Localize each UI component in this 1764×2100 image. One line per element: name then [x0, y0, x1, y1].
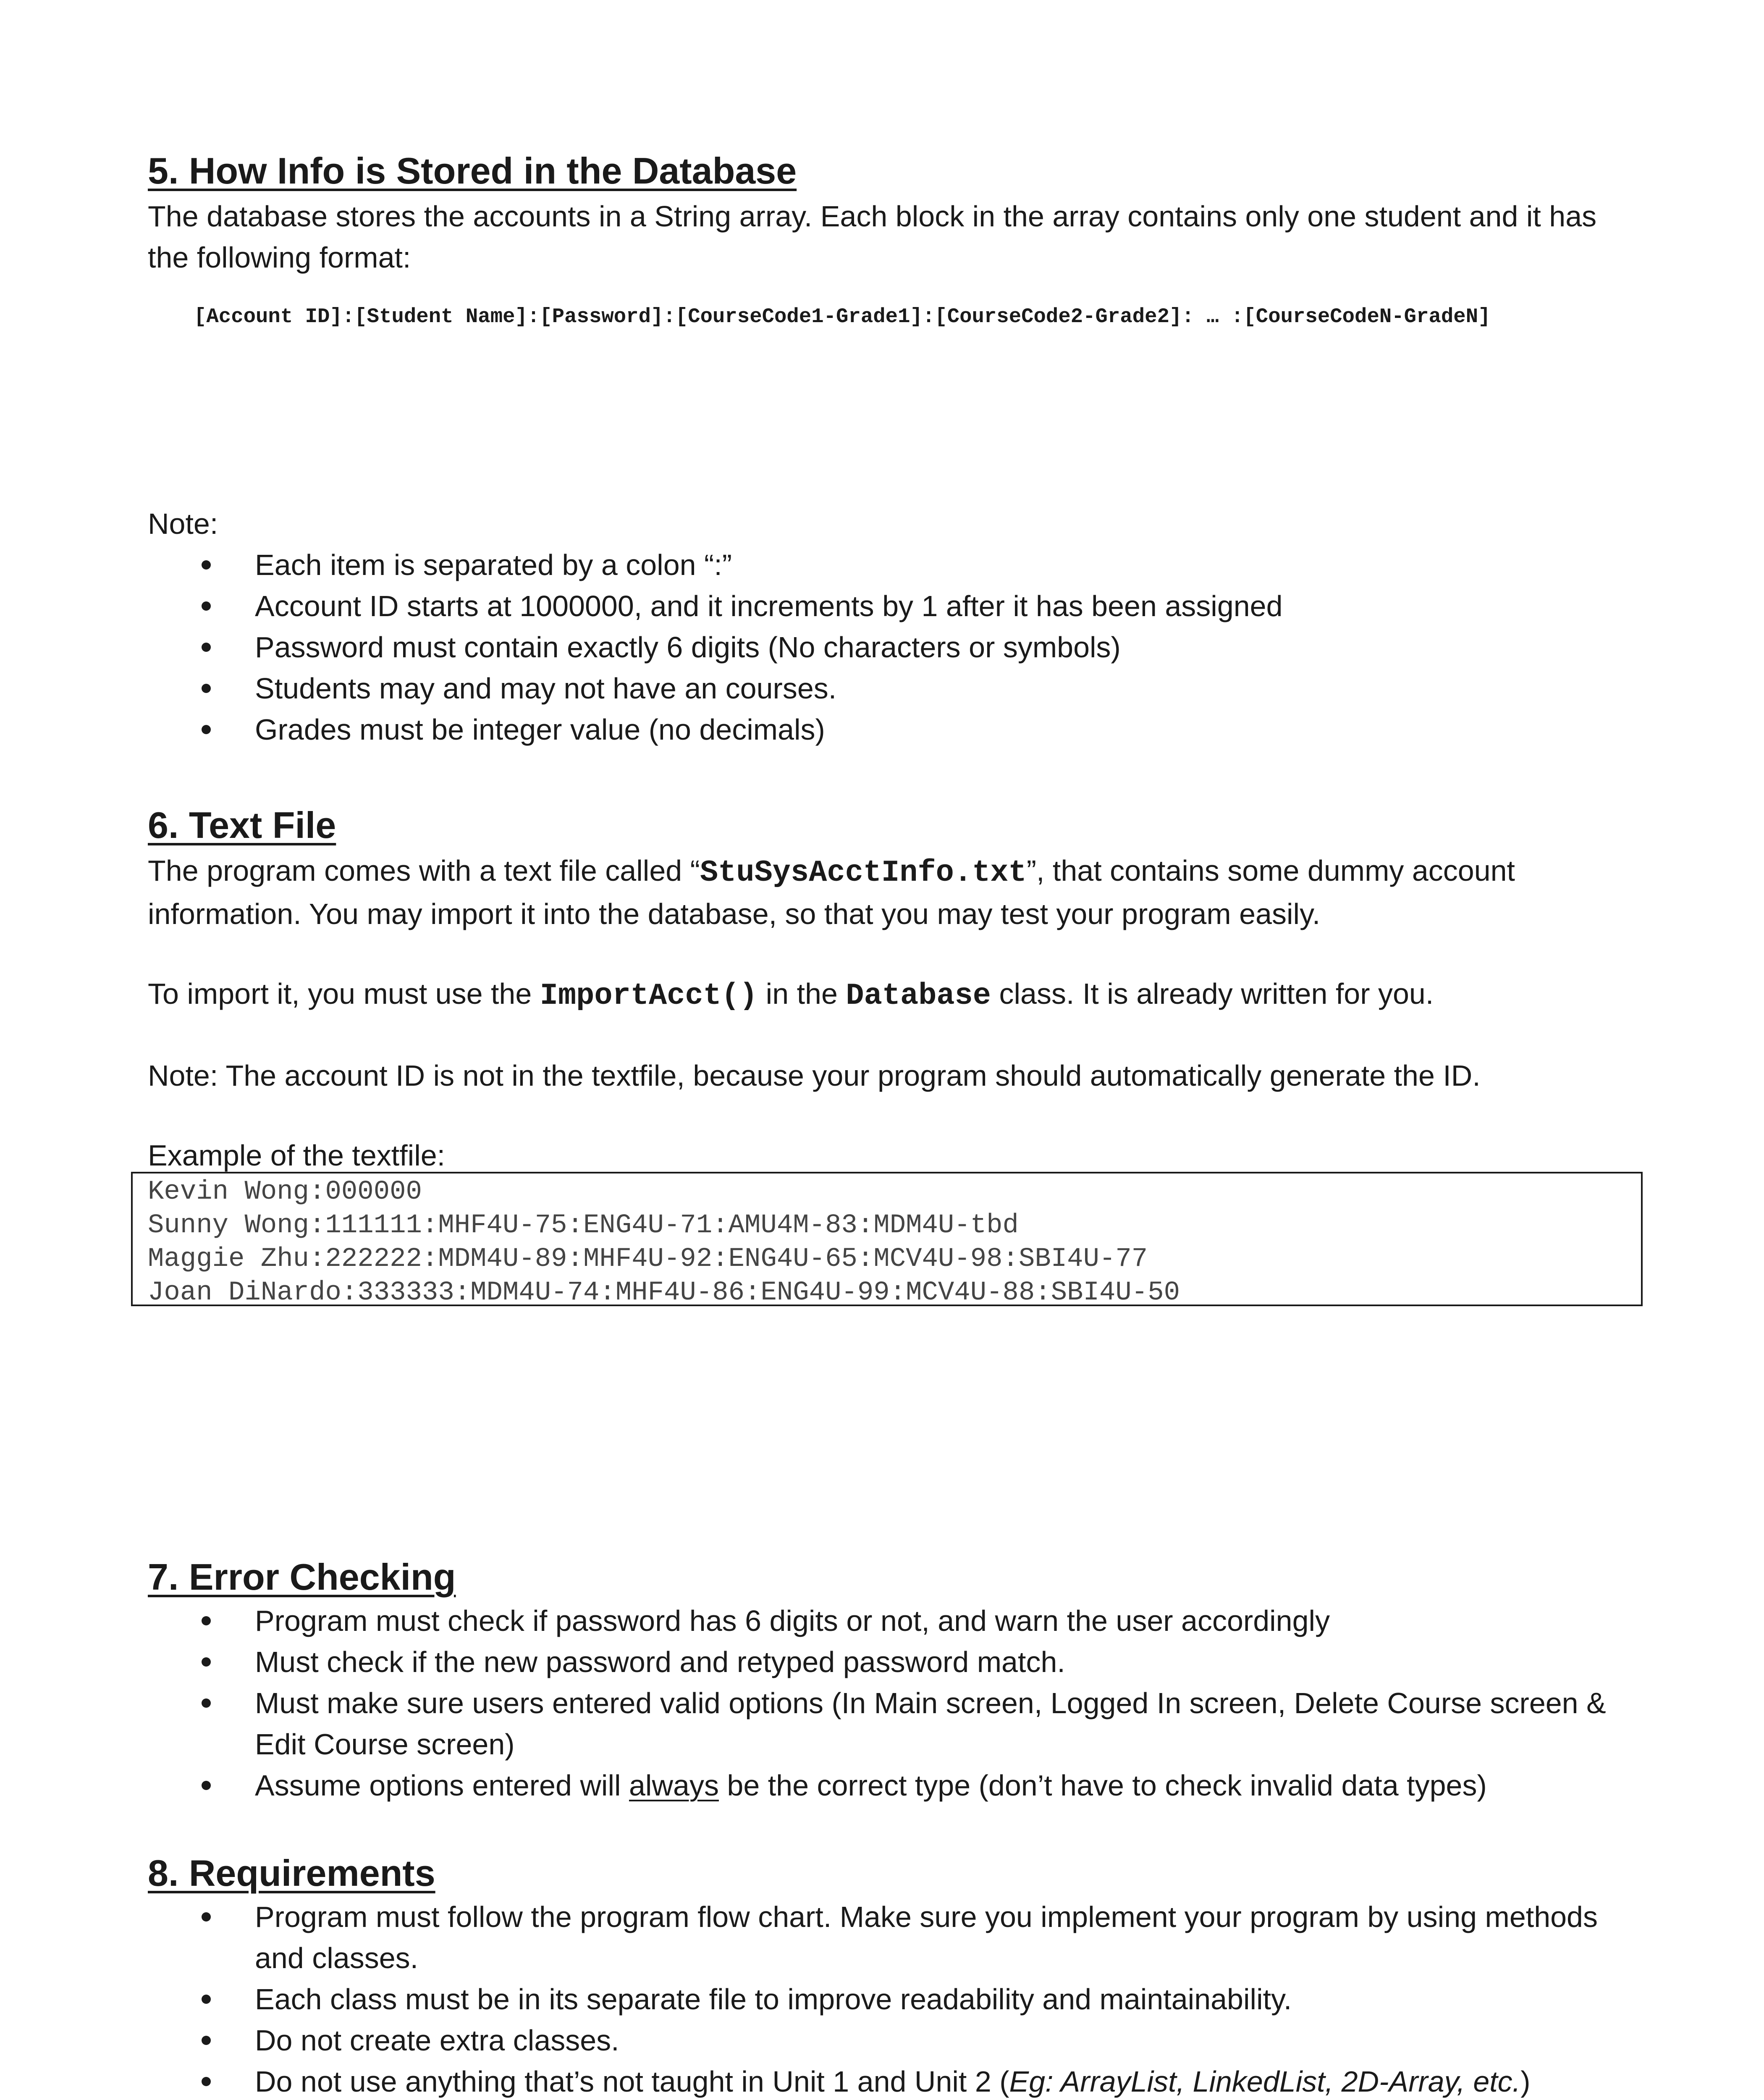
list-item: Program must follow the program flow chart. Make sure you implement your program by using methods and classes. — [148, 1896, 1630, 1979]
method-code: ImportAcct() — [540, 979, 758, 1013]
list-item: Do not use anything that’s not taught in Unit 1 and Unit 2 (Eg: ArrayList, LinkedList, 2D-Array, etc.) — [148, 2061, 1630, 2100]
list-item: Must make sure users entered valid options (In Main screen, Logged In screen, Delete Course screen & Edit Course screen) — [148, 1683, 1630, 1765]
section-database-storage — [148, 148, 1630, 329]
list-item: Assume options entered will always be the correct type (don’t have to check invalid data types) — [148, 1765, 1630, 1806]
error-checking-list — [148, 1600, 1630, 1806]
section-text-file — [148, 802, 1630, 1176]
intro-paragraph: The database stores the accounts in a String array. Each block in the array contains only one student and it has the following format: — [148, 200, 1597, 274]
section-heading: 7. Error Checking — [148, 1556, 456, 1598]
example-textfile-box — [131, 1172, 1643, 1306]
section-heading: 6. Text File — [148, 804, 336, 846]
text-file-paragraph: The program comes with a text file called “StuSysAcctInfo.txt”, that contains some dummy account information. You may import it into the database, so that you may test your program easily. — [148, 854, 1515, 930]
code-line: Joan DiNardo:333333:MDM4U-74:MHF4U-86:ENG4U-99:MCV4U-88:SBI4U-50 — [148, 1278, 1180, 1308]
record-format-line: [Account ID]:[Student Name]:[Password]:[CourseCode1-Grade1]:[CourseCode2-Grade2]: … :[CourseCodeN-GradeN] — [194, 305, 1491, 328]
note-label: Note: — [148, 507, 218, 540]
class-code: Database — [846, 979, 991, 1013]
list-item: Grades must be integer value (no decimals) — [148, 709, 1630, 750]
emphasis-underline: always — [629, 1769, 719, 1802]
examples-italic: Eg: ArrayList, LinkedList, 2D-Array, etc. — [1009, 2065, 1521, 2098]
filename-code: StuSysAcctInfo.txt — [700, 856, 1027, 890]
section-heading: 5. How Info is Stored in the Database — [148, 150, 797, 192]
requirements-list — [148, 1896, 1630, 2100]
code-line: Maggie Zhu:222222:MDM4U-89:MHF4U-92:ENG4U-65:MCV4U-98:SBI4U-77 — [148, 1244, 1148, 1274]
list-item: Password must contain exactly 6 digits (No characters or symbols) — [148, 627, 1630, 668]
list-item: Students may and may not have an courses. — [148, 668, 1630, 709]
section-database-notes — [148, 503, 1630, 750]
account-id-note: Note: The account ID is not in the textfile, because your program should automatically generate the ID. — [148, 1059, 1481, 1092]
code-line: Kevin Wong:000000 — [148, 1177, 422, 1207]
list-item: Do not create extra classes. — [148, 2020, 1630, 2061]
list-item: Program must check if password has 6 digits or not, and warn the user accordingly — [148, 1600, 1630, 1641]
section-heading: 8. Requirements — [148, 1852, 435, 1894]
code-line: Sunny Wong:111111:MHF4U-75:ENG4U-71:AMU4M-83:MDM4U-tbd — [148, 1210, 1019, 1241]
list-item: Each class must be in its separate file to improve readability and maintainability. — [148, 1979, 1630, 2020]
list-item: Account ID starts at 1000000, and it increments by 1 after it has been assigned — [148, 585, 1630, 627]
notes-list — [148, 544, 1630, 750]
example-label: Example of the textfile: — [148, 1139, 446, 1172]
list-item: Each item is separated by a colon “:” — [148, 544, 1630, 585]
section-requirements — [148, 1850, 1630, 2100]
import-paragraph: To import it, you must use the ImportAcct() in the Database class. It is already written for you. — [148, 977, 1434, 1013]
list-item: Must check if the new password and retyped password match. — [148, 1641, 1630, 1683]
section-error-checking — [148, 1554, 1630, 1806]
